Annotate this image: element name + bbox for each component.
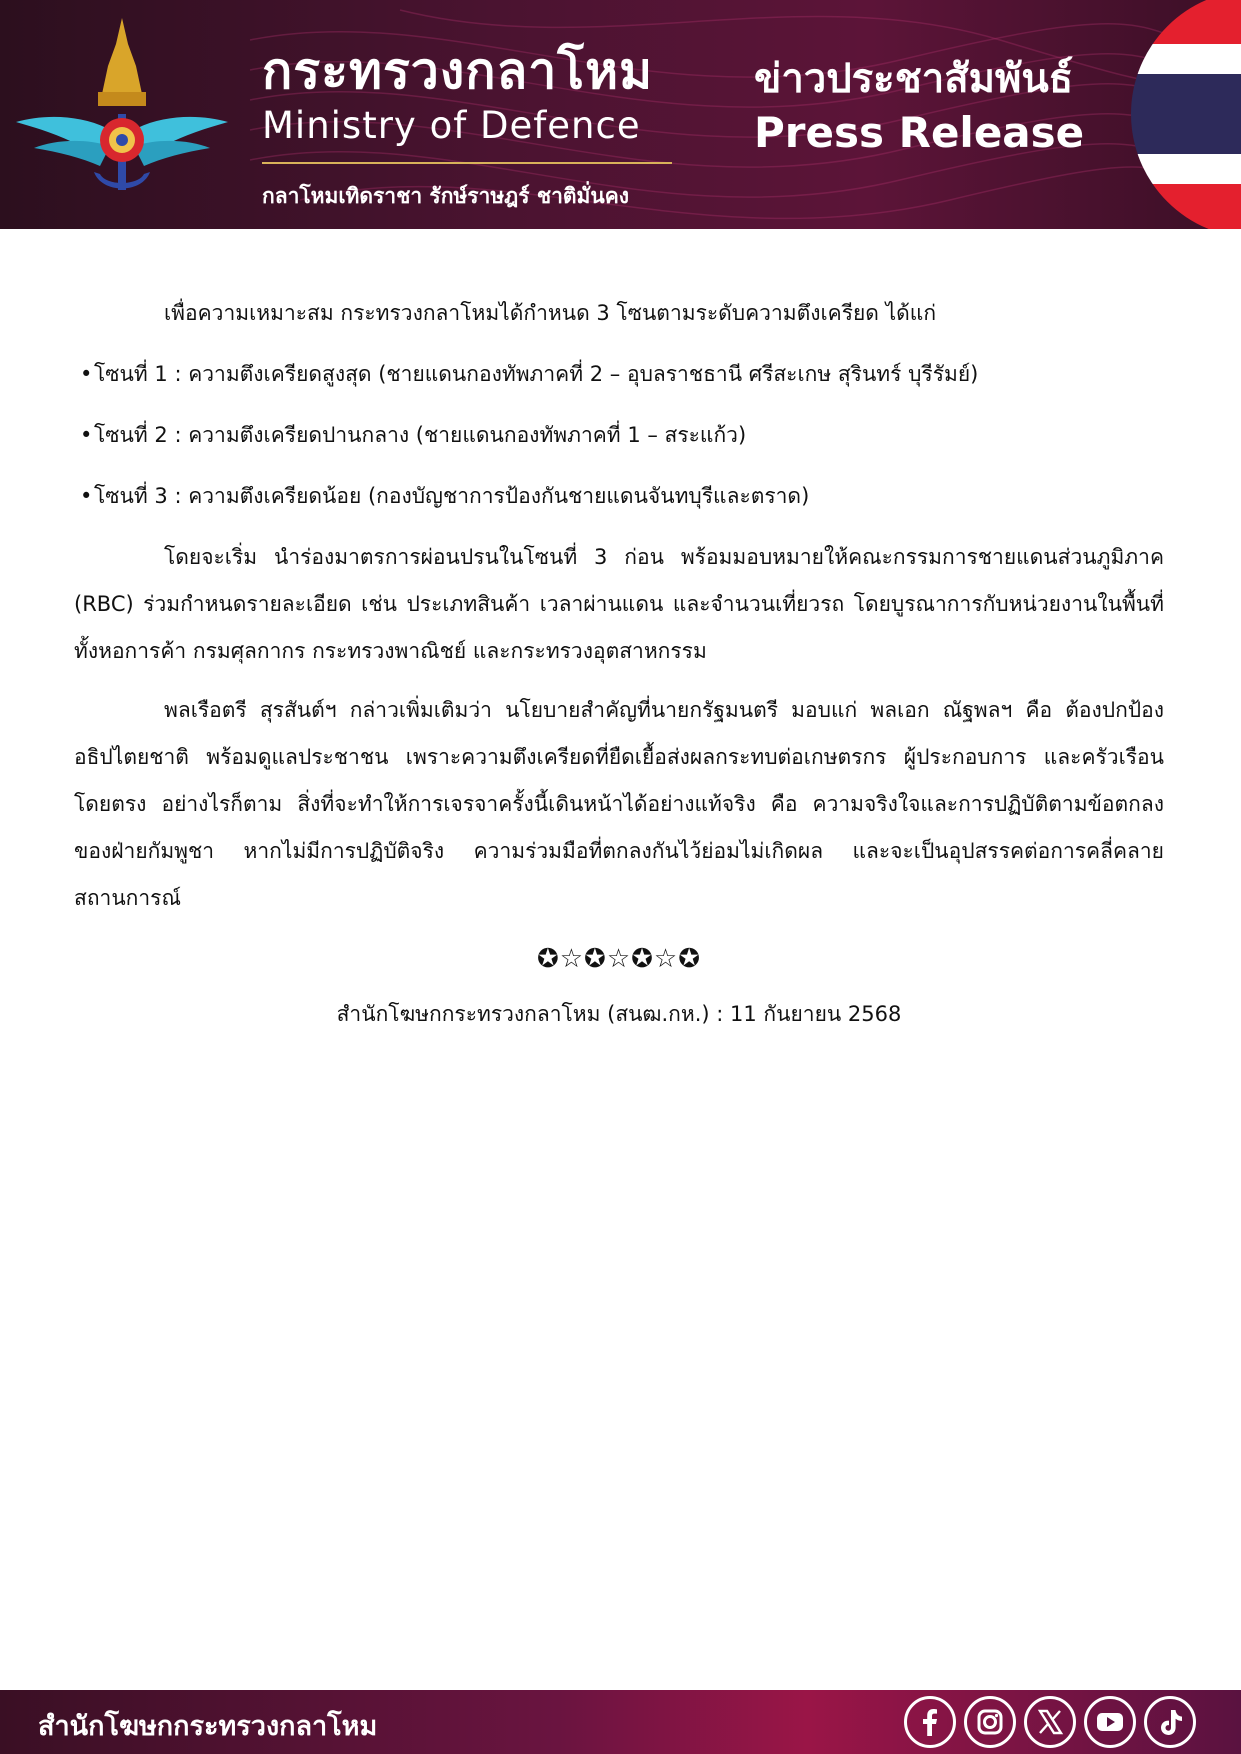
x-icon[interactable] <box>1024 1696 1076 1748</box>
facebook-icon[interactable] <box>904 1696 956 1748</box>
zone-text: โซนที่ 3 : ความตึงเครียดน้อย (กองบัญชาการป้องกันชายแดนจันทบุรีและตราด) <box>94 484 810 508</box>
press-release-label-english: Press Release <box>754 108 1085 157</box>
bullet-icon: • <box>80 423 93 447</box>
intro-paragraph: เพื่อความเหมาะสม กระทรวงกลาโหมได้กำหนด 3 โซนตามระดับความตึงเครียด ได้แก่ <box>164 301 937 325</box>
thai-flag-icon <box>1120 0 1241 229</box>
youtube-icon[interactable] <box>1084 1696 1136 1748</box>
spokesperson-office-name: สำนักโฆษกกระทรวงกลาโหม <box>38 1711 378 1742</box>
press-release-header <box>0 0 1241 229</box>
zone-list-item-3 <box>80 473 1164 520</box>
instagram-icon[interactable] <box>964 1696 1016 1748</box>
body-paragraph-1: โดยจะเริ่ม นำร่องมาตรการผ่อนปรนในโซนที่ 3 ก่อน พร้อมมอบหมายให้คณะกรรมการชายแดนส่วนภูมิภาค (RBC) ร่วมกำหนดรายละเอียด เช่น ประเภทสินค้า เวลาผ่านแดน และจำนวนเที่ยวรถ โดยบูรณาการกับหน่วยงานในพื้นที่ ทั้งหอการค้า กรมศุลกากร กระทรวงพาณิชย์ และกระทรวงอุตสาหกรรม <box>74 545 1164 663</box>
press-release-footer <box>0 1690 1241 1754</box>
gold-divider <box>262 162 672 164</box>
zone-list-item-1 <box>80 351 1164 398</box>
zone-text: โซนที่ 2 : ความตึงเครียดปานกลาง (ชายแดนกองทัพภาคที่ 1 – สระแก้ว) <box>94 423 747 447</box>
bullet-icon: • <box>80 484 93 508</box>
source-date-line: สำนักโฆษกกระทรวงกลาโหม (สนฒ.กห.) : 11 กันยายน 2568 <box>336 1002 902 1026</box>
ministry-name-english: Ministry of Defence <box>262 104 641 147</box>
press-release-label-thai: ข่าวประชาสัมพันธ์ <box>754 56 1074 102</box>
zone-text: โซนที่ 1 : ความตึงเครียดสูงสุด (ชายแดนกองทัพภาคที่ 2 – อุบลราชธานี ศรีสะเกษ สุรินทร์ บุรีรัมย์) <box>94 362 979 386</box>
ministry-name-thai: กระทรวงกลาโหม <box>262 42 654 100</box>
body-paragraph-2: พลเรือตรี สุรสันต์ฯ กล่าวเพิ่มเติมว่า นโยบายสำคัญที่นายกรัฐมนตรี มอบแก่ พลเอก ณัฐพลฯ คือ ต้องปกป้องอธิปไตยชาติ พร้อมดูแลประชาชน เพราะความตึงเครียดที่ยืดเยื้อส่งผลกระทบต่อเกษตรกร ผู้ประกอบการ และครัวเรือนโดยตรง อย่างไรก็ตาม สิ่งที่จะทำให้การเจรจาครั้งนี้เดินหน้าได้อย่างแท้จริง คือ ความจริงใจและการปฏิบัติตามข้อตกลงของฝ่ายกัมพูชา หากไม่มีการปฏิบัติจริง ความร่วมมือที่ตกลงกันไว้ย่อมไม่เกิดผล และจะเป็นอุปสรรคต่อการคลี่คลายสถานการณ์ <box>74 698 1164 910</box>
ministry-emblem-icon <box>14 14 230 214</box>
press-release-body <box>74 290 1164 1038</box>
ministry-slogan: กลาโหมเทิดราชา รักษ์ราษฎร์ ชาติมั่นคง <box>262 184 630 208</box>
bullet-icon: • <box>80 362 93 386</box>
star-separator: ✪☆✪☆✪☆✪ <box>536 944 702 974</box>
tiktok-icon[interactable] <box>1144 1696 1196 1748</box>
zone-list-item-2 <box>80 412 1164 459</box>
